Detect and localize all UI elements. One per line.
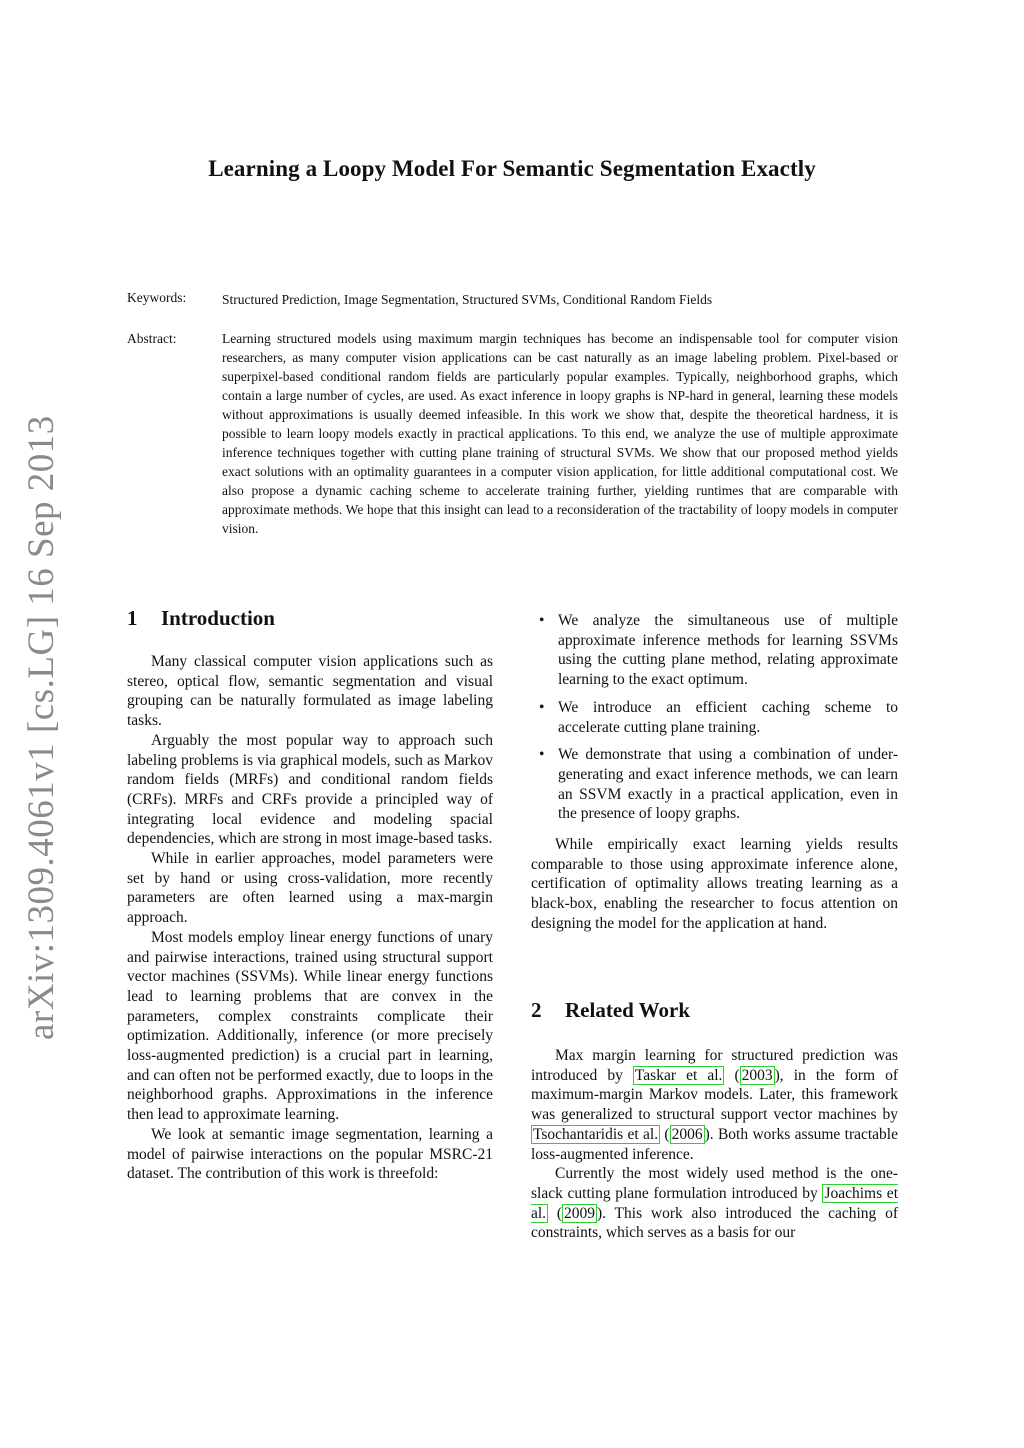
contribution-list: [531, 611, 898, 832]
section-heading-introduction: [127, 606, 493, 631]
citation-link-taskar[interactable]: Taskar et al.: [634, 1066, 723, 1084]
text-span: (: [548, 1204, 563, 1222]
intro-paragraph: While in earlier approaches, model parameters were set by hand or using cross-validation, more recently parameters are often learned using a max-margin approach.: [127, 850, 493, 927]
text-span: ). Both works assume tractable loss-augmented inference.: [531, 1125, 898, 1163]
intro-closing: [531, 835, 898, 934]
list-item: [531, 745, 898, 824]
related-paragraph: [531, 1164, 898, 1243]
list-item: [531, 698, 898, 737]
list-item-text: We analyze the simultaneous use of multiple approximate inference methods for learning SSVMs using the cutting plane method, relating approximate learning to the exact optimum.: [558, 612, 898, 689]
keywords-text: Structured Prediction, Image Segmentation, Structured SVMs, Conditional Random Fields: [222, 292, 713, 307]
citation-link-tsochantaridis[interactable]: Tsochantaridis et al.: [533, 1125, 659, 1143]
list-item-text: We introduce an efficient caching scheme to accelerate cutting plane training.: [558, 698, 898, 736]
section-title: Related Work: [565, 998, 691, 1022]
intro-paragraph: Most models employ linear energy functions of unary and pairwise interactions, trained using structural support vector machines (SSVMs). While linear energy functions lead to learning problems that are convex in the parameters, complex constraints complicate their optimization. Additionally, inference (or more precisely loss-augmented prediction) is a crucial part in learning, and can often not be performed exactly, due to loops in the neighborhood graphs. Approximations in the inference then lead to approximate learning.: [127, 928, 493, 1124]
intro-paragraph: We look at semantic image segmentation, learning a model of pairwise interactions on the popular MSRC-21 dataset. The contribution of this work is threefold:: [127, 1125, 493, 1183]
section-heading-related-work: [531, 998, 898, 1023]
intro-paragraph: Many classical computer vision applications such as stereo, optical flow, semantic segmentation and visual grouping can be naturally formulated as image labeling tasks.: [127, 653, 493, 730]
related-paragraph: [531, 1046, 898, 1164]
text-span: ). This work also introduced the caching of constraints, which serves as a basis for our: [531, 1204, 898, 1242]
section-title: Introduction: [161, 606, 275, 630]
list-item: [531, 611, 898, 690]
citation-year-link-2003[interactable]: 2003: [741, 1066, 773, 1084]
section-number: 1: [127, 606, 138, 630]
bullet-icon: •: [539, 746, 545, 764]
intro-paragraph: While empirically exact learning yields results comparable to those using approximate inference alone, certification of optimality allows treating learning as a black-box, enabling the researcher to focus attention on designing the model for the application at hand.: [531, 836, 898, 932]
intro-paragraph: Arguably the most popular way to approach such labeling problems is via graphical models, such as Markov random fields (MRFs) and conditional random fields (CRFs). MRFs and CRFs provide a principled way of integrating local evidence and modeling spacial dependencies, which are strong in most image-based tasks.: [127, 731, 493, 848]
related-work-body: [531, 1046, 898, 1243]
text-span: Currently the most widely used method is the one-slack cutting plane formulation introduced by: [531, 1165, 898, 1202]
text-span: (: [724, 1066, 740, 1084]
citation-link-joachims[interactable]: Joachims et al.: [531, 1184, 898, 1222]
list-item-text: We demonstrate that using a combination of under-generating and exact inference methods, we can learn an SSVM exactly in a practical application, even in the presence of loopy graphs.: [558, 746, 898, 823]
citation-year-link-2006[interactable]: 2006: [671, 1125, 703, 1143]
bullet-icon: •: [539, 698, 545, 716]
text-span: ), in the form of maximum-margin Markov models. Later, this framework was generalized to structural support vector machines by: [531, 1066, 898, 1124]
section-number: 2: [531, 998, 542, 1022]
introduction-body: [127, 652, 493, 1184]
text-span: Max margin learning for structured prediction was introduced by: [531, 1047, 898, 1084]
paper-title: Learning a Loopy Model For Semantic Segmentation Exactly: [208, 156, 816, 181]
citation-year-link-2009[interactable]: 2009: [564, 1204, 596, 1222]
abstract-label: Abstract:: [127, 331, 177, 346]
keywords-label: Keywords:: [127, 290, 187, 305]
bullet-icon: •: [539, 612, 545, 629]
arxiv-stamp: arXiv:1309.4061v1 [cs.LG] 16 Sep 2013: [21, 415, 62, 1040]
abstract-text: Learning structured models using maximum margin techniques has become an indispensable tool for computer vision researchers, as many computer vision applications can be cast naturally as an image labeling problem. Pixel-based or superpixel-based conditional random fields are particularly popular examples. Typically, neighborhood graphs, which contain a large number of cycles, are used. As exact inference in loopy graphs is NP-hard in general, learning these models without approximations is usually deemed infeasible. In this work we show that, despite the theoretical hardness, it is possible to learn loopy models exactly in practical applications. To this end, we analyze the use of multiple approximate inference techniques together with cutting plane training of structural SVMs. We show that our proposed method yields exact solutions with an optimality guarantees in a computer vision application, for little additional computational cost. We also propose a dynamic caching scheme to accelerate training further, yielding runtimes that are comparable with approximate methods. We hope that this insight can lead to a reconsideration of the tractability of loopy models in computer vision.: [222, 331, 898, 536]
text-span: (: [660, 1125, 670, 1143]
